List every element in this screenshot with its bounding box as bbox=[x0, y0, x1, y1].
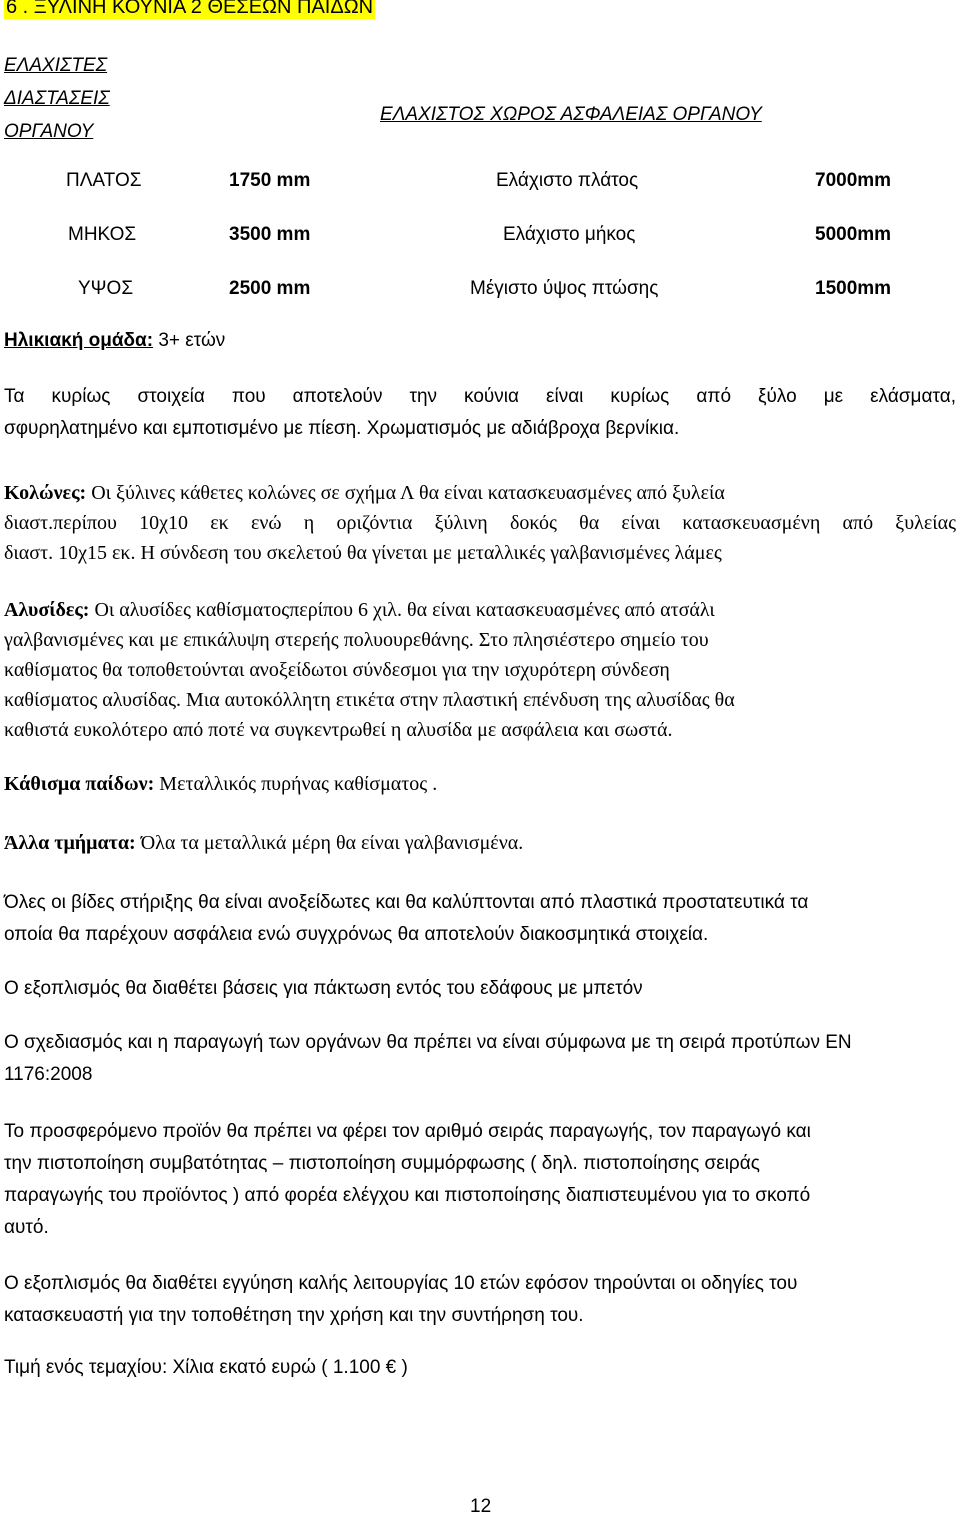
safety-space-label: ΕΛΑΧΙΣΤΟΣ ΧΩΡΟΣ ΑΣΦΑΛΕΙΑΣ ΟΡΓΑΝΟΥ bbox=[380, 104, 762, 125]
materials-line: σφυρηλατημένο και εμποτισμένο με πίεση. Χρωματισμός με αδιάβροχα βερνίκια. bbox=[4, 418, 680, 439]
page-title: 6 . ΞΥΛΙΝΗ ΚΟΥΝΙΑ 2 ΘΕΣΕΩΝ ΠΑΙΔΩΝ bbox=[4, 0, 375, 19]
safety-name: Μέγιστο ύψος πτώσης bbox=[470, 278, 659, 299]
warranty-line: Ο εξοπλισμός θα διαθέτει εγγύηση καλής λειτουργίας 10 ετών εφόσον τηρούνται οι οδηγίες του bbox=[4, 1273, 798, 1294]
price-line: Τιμή ενός τεμαχίου: Χίλια εκατό ευρώ ( 1.100 € ) bbox=[4, 1357, 408, 1378]
other-parts-value: Όλα τα μεταλλικά μέρη θα είναι γαλβανισμένα. bbox=[135, 832, 524, 854]
safety-value: 1500mm bbox=[815, 278, 892, 299]
seat-value: Μεταλλικός πυρήνας καθίσματος . bbox=[154, 773, 438, 795]
dimension-value: 3500 mm bbox=[229, 224, 311, 245]
age-group-value: 3+ ετών bbox=[153, 330, 226, 351]
chains-line: γαλβανισμένες και με επικάλυψη στερεής πολυουρεθάνης. Στο πλησιέστερο σημείο του bbox=[4, 629, 709, 651]
min-dimensions-label-line: ΟΡΓΑΝΟΥ bbox=[4, 121, 94, 142]
other-parts-line bbox=[4, 832, 523, 855]
columns-line: Κολώνες: Οι ξύλινες κάθετες κολώνες σε σχήμα Λ θα είναι κατασκευασμένες από ξυλεία bbox=[4, 482, 725, 504]
other-parts-label: Άλλα τμήματα: bbox=[4, 832, 136, 854]
table-row bbox=[0, 170, 960, 194]
chains-line: καθίσματος αλυσίδας. Μια αυτοκόλλητη ετικέτα στην πλαστική επένδυση της αλυσίδας θα bbox=[4, 689, 735, 711]
certification-line: αυτό. bbox=[4, 1217, 49, 1238]
columns-line: διαστ. 10χ15 εκ. Η σύνδεση του σκελετού θα γίνεται με μεταλλικές γαλβανισμένες λάμες bbox=[4, 542, 722, 564]
safety-value: 7000mm bbox=[815, 170, 892, 191]
dimension-value: 2500 mm bbox=[229, 278, 311, 299]
columns-paragraph bbox=[4, 478, 956, 568]
dimension-name: ΜΗΚΟΣ bbox=[68, 224, 137, 245]
chains-paragraph bbox=[4, 595, 956, 745]
age-group-label: Ηλικιακή ομάδα: bbox=[4, 330, 154, 351]
safety-name: Ελάχιστο πλάτος bbox=[496, 170, 639, 191]
seat-line bbox=[4, 773, 437, 796]
standard-paragraph bbox=[4, 1027, 956, 1091]
min-dimensions-label-line: ΔΙΑΣΤΑΣΕΙΣ bbox=[4, 88, 110, 109]
columns-label: Κολώνες: bbox=[4, 482, 87, 504]
age-group bbox=[4, 330, 225, 352]
seat-label: Κάθισμα παίδων: bbox=[4, 773, 155, 795]
dimension-value: 1750 mm bbox=[229, 170, 311, 191]
table-row bbox=[0, 224, 960, 248]
anchoring-line: Ο εξοπλισμός θα διαθέτει βάσεις για πάκτωση εντός του εδάφους με μπετόν bbox=[4, 978, 643, 999]
dimension-name: ΥΨΟΣ bbox=[78, 278, 134, 299]
bolts-paragraph bbox=[4, 887, 956, 951]
chains-label: Αλυσίδες: bbox=[4, 599, 90, 621]
chains-line: καθίσματος θα τοποθετούνται ανοξείδωτοι σύνδεσμοι για την ισχυρότερη σύνδεση bbox=[4, 659, 670, 681]
safety-value: 5000mm bbox=[815, 224, 892, 245]
min-dimensions-label-line: ΕΛΑΧΙΣΤΕΣ bbox=[4, 55, 108, 76]
bolts-line: Όλες οι βίδες στήριξης θα είναι ανοξείδωτες και θα καλύπτονται από πλαστικά προστατευτικά τα bbox=[4, 892, 809, 913]
columns-line: διαστ.περίπου 10χ10 εκ ενώ η οριζόντια ξύλινη δοκός θα είναι κατασκευασμένη από ξυλείας bbox=[4, 512, 956, 534]
certification-line: Το προσφερόμενο προϊόν θα πρέπει να φέρει τον αριθμό σειράς παραγωγής, τον παραγωγό και bbox=[4, 1121, 811, 1142]
standard-line: Ο σχεδιασμός και η παραγωγή των οργάνων θα πρέπει να είναι σύμφωνα με τη σειρά προτύπων ΕΝ bbox=[4, 1032, 852, 1053]
chains-line: Αλυσίδες: Οι αλυσίδες καθίσματοςπερίπου 6 χιλ. θα είναι κατασκευασμένες από ατσάλι bbox=[4, 599, 715, 621]
certification-line: παραγωγής του προϊόντος ) από φορέα ελέγχου και πιστοποίησης διαπιστευμένου για το σκοπό bbox=[4, 1185, 811, 1206]
bolts-line: οποία θα παρέχουν ασφάλεια ενώ συγχρόνως θα αποτελούν διακοσμητικά στοιχεία. bbox=[4, 924, 709, 945]
page-number: 12 bbox=[470, 1496, 492, 1517]
chains-line: καθιστά ευκολότερο από ποτέ να συγκεντρωθεί η αλυσίδα με ασφάλεια και σωστά. bbox=[4, 719, 673, 741]
materials-paragraph bbox=[4, 381, 956, 445]
dimension-name: ΠΛΑΤΟΣ bbox=[66, 170, 142, 191]
safety-name: Ελάχιστο μήκος bbox=[503, 224, 636, 245]
materials-line: Τα κυρίως στοιχεία που αποτελούν την κούνια είναι κυρίως από ξύλο με ελάσματα, bbox=[4, 386, 956, 407]
min-dimensions-label bbox=[4, 49, 110, 148]
certification-line: την πιστοποίηση συμβατότητας – πιστοποίηση συμμόρφωσης ( δηλ. πιστοποίησης σειράς bbox=[4, 1153, 760, 1174]
table-row bbox=[0, 278, 960, 302]
warranty-paragraph bbox=[4, 1268, 956, 1332]
warranty-line: κατασκευαστή για την τοποθέτηση την χρήση και την συντήρηση του. bbox=[4, 1305, 584, 1326]
certification-paragraph bbox=[4, 1116, 956, 1244]
standard-line: 1176:2008 bbox=[4, 1064, 93, 1085]
